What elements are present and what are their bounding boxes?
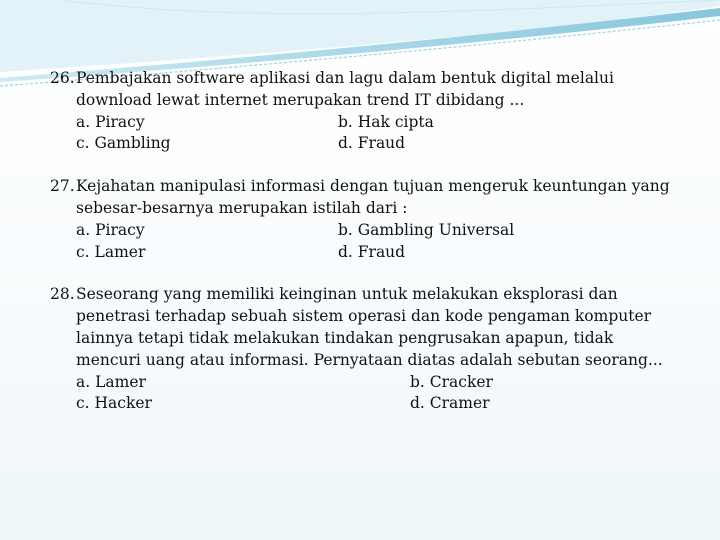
question-text-line: sebesar-besarnya merupakan istilah dari : [76,198,408,217]
question-text-line: lainnya tetapi tidak melakukan tindakan pengrusakan apapun, tidak [76,328,614,347]
question-number: 27. [50,177,75,196]
option-row [76,372,690,394]
option-c: c. Gambling [76,134,171,153]
question-text-line: mencuri uang atau informasi. Pernyataan diatas adalah sebutan seorang... [76,350,663,369]
option-c: c. Hacker [76,394,152,413]
option-row [76,393,690,415]
question-26 [50,68,690,155]
question-number: 28. [50,285,75,304]
option-b: b. Hak cipta [338,112,434,131]
question-27 [50,176,690,263]
question-28 [50,284,690,415]
option-a: a. Piracy [76,220,145,239]
question-text-line: Pembajakan software aplikasi dan lagu dalam bentuk digital melalui [76,69,614,87]
question-text-line: download lewat internet merupakan trend IT dibidang ... [76,90,525,109]
option-d: d. Cramer [410,394,490,413]
option-c: c. Lamer [76,242,146,261]
question-text-line: Kejahatan manipulasi informasi dengan tujuan mengeruk keuntungan yang [76,177,670,196]
option-b: b. Cracker [410,372,493,391]
question-list [50,68,690,436]
option-d: d. Fraud [338,242,406,261]
question-text-line: penetrasi terhadap sebuah sistem operasi dan kode pengaman komputer [76,307,652,326]
option-b: b. Gambling Universal [338,220,515,239]
option-a: a. Piracy [76,112,145,131]
question-number: 26. [50,69,75,87]
option-row [76,220,690,242]
option-row [76,133,690,155]
option-row [76,112,690,134]
option-d: d. Fraud [338,134,406,153]
option-row [76,242,690,264]
option-a: a. Lamer [76,372,146,391]
question-text-line: Seseorang yang memiliki keinginan untuk melakukan eksplorasi dan [76,285,618,304]
